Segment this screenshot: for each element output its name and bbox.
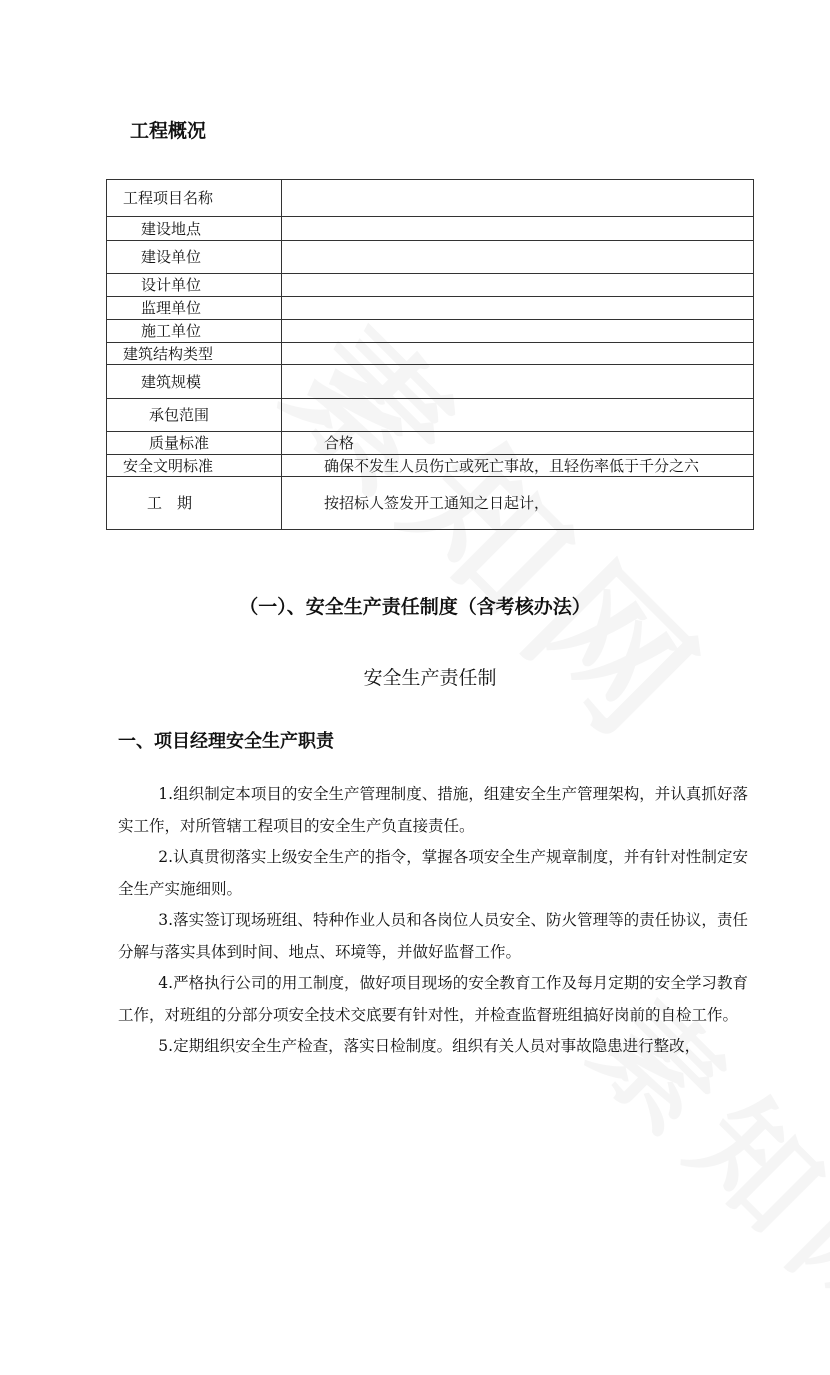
table-row bbox=[107, 241, 754, 274]
row-value bbox=[282, 274, 754, 297]
table-row bbox=[107, 399, 754, 432]
row-label: 施工单位 bbox=[107, 320, 282, 343]
row-label: 工 期 bbox=[107, 477, 282, 530]
project-info-table bbox=[106, 179, 754, 530]
row-label: 安全文明标准 bbox=[107, 455, 282, 477]
row-label: 建设单位 bbox=[107, 241, 282, 274]
table-row bbox=[107, 477, 754, 530]
row-value: 按招标人签发开工通知之日起计， bbox=[282, 477, 754, 530]
overview-title: 工程概况 bbox=[130, 120, 207, 142]
row-label: 建筑规模 bbox=[107, 365, 282, 399]
paragraph: 5.定期组织安全生产检查，落实日检制度。组织有关人员对事故隐患进行整改， bbox=[158, 1037, 701, 1055]
row-label: 建设地点 bbox=[107, 217, 282, 241]
row-label: 设计单位 bbox=[107, 274, 282, 297]
paragraph: 2.认真贯彻落实上级安全生产的指令，掌握各项安全生产规章制度，并有针对性制定安全生产实施细则。 bbox=[118, 848, 748, 898]
table-row bbox=[107, 297, 754, 320]
row-value bbox=[282, 297, 754, 320]
section-heading: （一）、安全生产责任制度（含考核办法） bbox=[239, 596, 591, 618]
row-value bbox=[282, 399, 754, 432]
table-row bbox=[107, 365, 754, 399]
row-label: 工程项目名称 bbox=[107, 180, 282, 217]
table-row bbox=[107, 320, 754, 343]
row-value bbox=[282, 365, 754, 399]
row-value bbox=[282, 343, 754, 365]
table-row bbox=[107, 274, 754, 297]
row-value bbox=[282, 241, 754, 274]
sub-heading: 安全生产责任制 bbox=[363, 667, 497, 689]
row-label: 质量标准 bbox=[107, 432, 282, 455]
table-row bbox=[107, 343, 754, 365]
row-value: 确保不发生人员伤亡或死亡事故，且轻伤率低于千分之六 bbox=[282, 455, 754, 477]
body-text bbox=[118, 779, 748, 1063]
row-label: 监理单位 bbox=[107, 297, 282, 320]
row-value: 合格 bbox=[282, 432, 754, 455]
row-value bbox=[282, 217, 754, 241]
table-row bbox=[107, 455, 754, 477]
item-heading: 一、项目经理安全生产职责 bbox=[118, 731, 334, 752]
row-label: 建筑结构类型 bbox=[107, 343, 282, 365]
paragraph: 3.落实签订现场班组、特种作业人员和各岗位人员安全、防火管理等的责任协议，责任分解与落实具体到时间、地点、环境等，并做好监督工作。 bbox=[118, 911, 748, 961]
table-row bbox=[107, 432, 754, 455]
row-value bbox=[282, 320, 754, 343]
table-row bbox=[107, 217, 754, 241]
paragraph: 1.组织制定本项目的安全生产管理制度、措施，组建安全生产管理架构，并认真抓好落实工作，对所管辖工程项目的安全生产负直接责任。 bbox=[118, 785, 748, 835]
row-label: 承包范围 bbox=[107, 399, 282, 432]
table-row bbox=[107, 180, 754, 217]
paragraph: 4.严格执行公司的用工制度，做好项目现场的安全教育工作及每月定期的安全学习教育工作，对班组的分部分项安全技术交底要有针对性，并检查监督班组搞好岗前的自检工作。 bbox=[118, 974, 748, 1024]
row-value bbox=[282, 180, 754, 217]
